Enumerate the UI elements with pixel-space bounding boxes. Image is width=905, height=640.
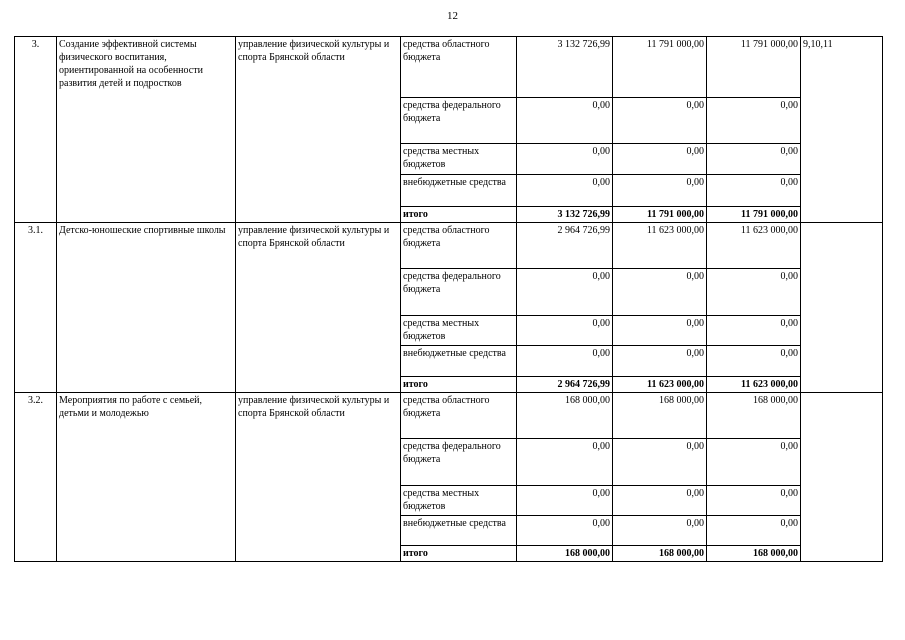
value-cell: 168 000,00: [707, 546, 801, 562]
value-cell: 0,00: [613, 316, 707, 346]
row-title: Создание эффективной системы физического воспитания, ориентированной на особенности развития детей и подростков: [57, 37, 236, 223]
value-cell: 0,00: [517, 98, 613, 144]
source-name: средства местных бюджетов: [401, 486, 517, 516]
table-row: [15, 37, 883, 98]
source-name: средства областного бюджета: [401, 37, 517, 98]
source-name: средства местных бюджетов: [401, 316, 517, 346]
value-cell: 0,00: [517, 269, 613, 316]
value-cell: 11 623 000,00: [707, 223, 801, 269]
source-name: внебюджетные средства: [401, 346, 517, 377]
value-cell: 11 623 000,00: [707, 377, 801, 393]
value-cell: 0,00: [517, 516, 613, 546]
source-name: внебюджетные средства: [401, 175, 517, 207]
value-cell: 11 623 000,00: [613, 223, 707, 269]
value-cell: 0,00: [613, 439, 707, 486]
budget-table: [14, 36, 883, 562]
value-cell: 0,00: [707, 516, 801, 546]
value-cell: 0,00: [613, 175, 707, 207]
value-cell: 11 791 000,00: [613, 207, 707, 223]
value-cell: 3 132 726,99: [517, 207, 613, 223]
table-row: [15, 393, 883, 439]
row-executor: управление физической культуры и спорта Брянской области: [236, 393, 401, 562]
value-cell: 0,00: [613, 144, 707, 175]
value-cell: 0,00: [517, 144, 613, 175]
row-index: 3.1.: [15, 223, 57, 393]
value-cell: 0,00: [613, 486, 707, 516]
indicators-cell: 9,10,11: [801, 37, 883, 223]
source-name: средства областного бюджета: [401, 393, 517, 439]
source-name: итого: [401, 207, 517, 223]
page-number: 12: [447, 10, 458, 22]
value-cell: 0,00: [707, 346, 801, 377]
value-cell: 0,00: [613, 98, 707, 144]
value-cell: 0,00: [613, 269, 707, 316]
value-cell: 2 964 726,99: [517, 377, 613, 393]
source-name: итого: [401, 546, 517, 562]
source-name: средства федерального бюджета: [401, 98, 517, 144]
table-row: [15, 223, 883, 269]
value-cell: 0,00: [517, 175, 613, 207]
row-index: 3.2.: [15, 393, 57, 562]
source-name: средства федерального бюджета: [401, 269, 517, 316]
source-name: внебюджетные средства: [401, 516, 517, 546]
value-cell: 11 791 000,00: [613, 37, 707, 98]
value-cell: 2 964 726,99: [517, 223, 613, 269]
source-name: средства областного бюджета: [401, 223, 517, 269]
source-name: средства местных бюджетов: [401, 144, 517, 175]
value-cell: 168 000,00: [613, 546, 707, 562]
value-cell: 168 000,00: [613, 393, 707, 439]
value-cell: 11 791 000,00: [707, 37, 801, 98]
row-executor: управление физической культуры и спорта Брянской области: [236, 37, 401, 223]
value-cell: 0,00: [707, 486, 801, 516]
value-cell: 168 000,00: [517, 546, 613, 562]
value-cell: 0,00: [707, 144, 801, 175]
value-cell: 0,00: [707, 439, 801, 486]
row-executor: управление физической культуры и спорта Брянской области: [236, 223, 401, 393]
value-cell: 0,00: [613, 516, 707, 546]
value-cell: 3 132 726,99: [517, 37, 613, 98]
value-cell: 0,00: [707, 98, 801, 144]
value-cell: 0,00: [517, 346, 613, 377]
row-index: 3.: [15, 37, 57, 223]
value-cell: 11 791 000,00: [707, 207, 801, 223]
value-cell: 0,00: [707, 269, 801, 316]
row-title: Мероприятия по работе с семьей, детьми и молодежью: [57, 393, 236, 562]
indicators-cell: [801, 223, 883, 393]
indicators-cell: [801, 393, 883, 562]
row-title: Детско-юношеские спортивные школы: [57, 223, 236, 393]
value-cell: 0,00: [517, 486, 613, 516]
value-cell: 11 623 000,00: [613, 377, 707, 393]
source-name: итого: [401, 377, 517, 393]
value-cell: 168 000,00: [517, 393, 613, 439]
value-cell: 0,00: [613, 346, 707, 377]
value-cell: 0,00: [517, 439, 613, 486]
value-cell: 168 000,00: [707, 393, 801, 439]
source-name: средства федерального бюджета: [401, 439, 517, 486]
value-cell: 0,00: [707, 175, 801, 207]
value-cell: 0,00: [517, 316, 613, 346]
value-cell: 0,00: [707, 316, 801, 346]
